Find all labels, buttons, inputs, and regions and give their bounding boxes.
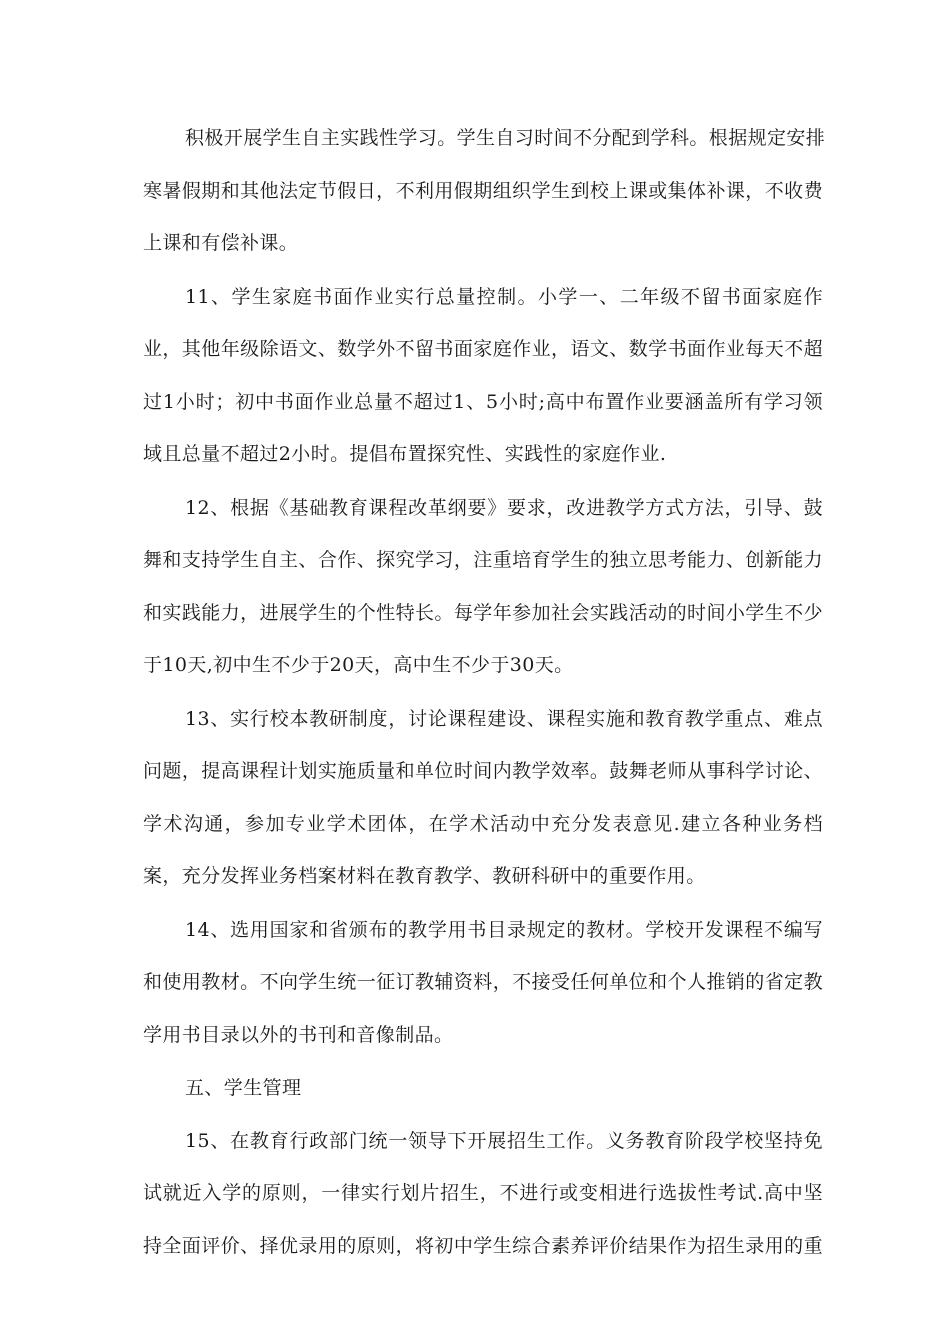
text-line: 案，充分发挥业务档案材料在教育教学、教研科研中的重要作用。 <box>143 865 706 887</box>
text-line: 学术沟通，参加专业学术团体，在学术活动中充分发表意见.建立各种业务档 <box>143 813 823 835</box>
text-line: 过1小时；初中书面作业总量不超过1、5小时;高中布置作业要涵盖所有学习领 <box>143 391 823 413</box>
text-line: 持全面评价、择优录用的原则，将初中学生综合素养评价结果作为招生录用的重 <box>143 1235 823 1257</box>
text-line: 15、在教育行政部门统一领导下开展招生工作。义务教育阶段学校坚持免 <box>185 1130 823 1152</box>
text-line: 和实践能力，进展学生的个性特长。每学年参加社会实践活动的时间小学生不少 <box>143 602 823 624</box>
text-line: 上课和有偿补课。 <box>143 232 299 254</box>
text-line: 11、学生家庭书面作业实行总量控制。小学一、二年级不留书面家庭作 <box>185 286 823 308</box>
text-line: 14、选用国家和省颁布的教学用书目录规定的教材。学校开发课程不编写 <box>185 919 823 941</box>
text-line: 试就近入学的原则，一律实行划片招生，不进行或变相进行选拔性考试.高中坚 <box>143 1182 823 1204</box>
text-line: 域且总量不超过2小时。提倡布置探究性、实践性的家庭作业. <box>143 443 667 465</box>
text-line: 和使用教材。不向学生统一征订教辅资料，不接受任何单位和个人推销的省定教 <box>143 971 823 993</box>
text-line: 12、根据《基础教育课程改革纲要》要求，改进教学方式方法，引导、鼓 <box>185 497 823 519</box>
text-line: 13、实行校本教研制度，讨论课程建设、课程实施和教育教学重点、难点 <box>185 708 823 730</box>
text-line: 业，其他年级除语文、数学外不留书面家庭作业，语文、数学书面作业每天不超 <box>143 338 823 360</box>
text-line: 寒暑假期和其他法定节假日，不利用假期组织学生到校上课或集体补课，不收费 <box>143 180 823 202</box>
text-line: 舞和支持学生自主、合作、探究学习，注重培育学生的独立思考能力、创新能力 <box>143 549 823 571</box>
text-line: 积极开展学生自主实践性学习。学生自习时间不分配到学科。根据规定安排 <box>185 127 826 149</box>
section-heading: 五、学生管理 <box>185 1077 302 1099</box>
text-line: 问题，提高课程计划实施质量和单位时间内教学效率。鼓舞老师从事科学讨论、 <box>143 760 823 782</box>
text-line: 于10天,初中生不少于20天，高中生不少于30天。 <box>143 654 574 676</box>
text-line: 学用书目录以外的书刊和音像制品。 <box>143 1024 454 1046</box>
